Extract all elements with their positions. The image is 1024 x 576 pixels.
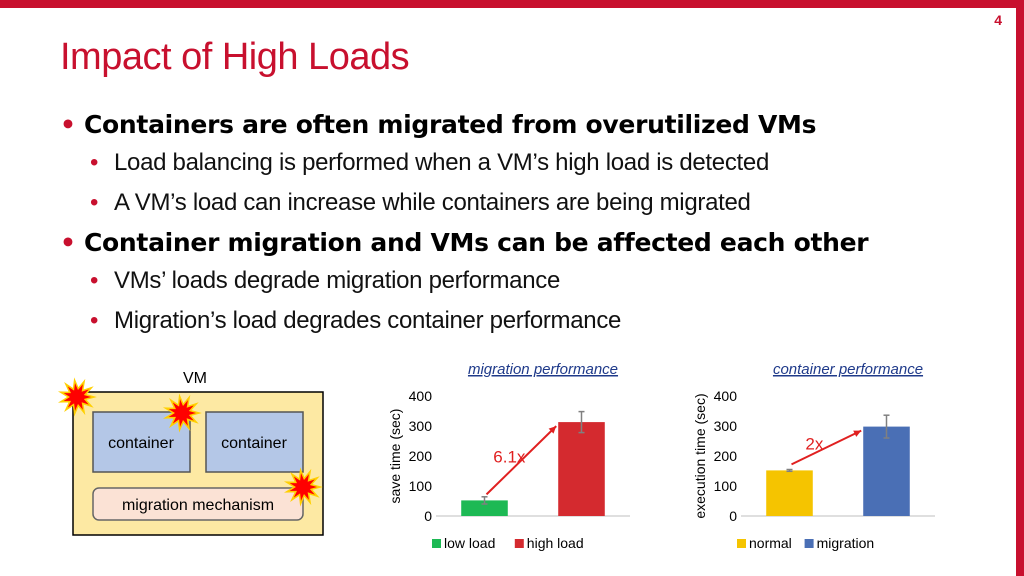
y-tick-label: 100 (713, 478, 737, 494)
sub-bullet-2-2: • Migration’s load degrades container performance (58, 301, 988, 341)
y-tick-label: 0 (424, 508, 432, 524)
bullet-dot-icon: • (90, 267, 99, 294)
bullet-2: • Container migration and VMs can be affected each other (58, 225, 988, 261)
bullet-list (58, 105, 988, 341)
vm-label: VM (183, 370, 207, 387)
chart-title: migration performance (467, 361, 619, 378)
legend-label: normal (749, 535, 792, 551)
sub-bullet-2-1: • VMs’ loads degrade migration performance (58, 261, 988, 301)
y-tick-label: 200 (713, 448, 737, 464)
legend-swatch (432, 539, 441, 548)
annotation-arrow (792, 431, 862, 465)
legend-label: high load (526, 535, 584, 551)
bar-migration (863, 427, 910, 516)
sub-bullet-1-2: • A VM’s load can increase while containers are being migrated (58, 183, 988, 223)
bullet-1: • Containers are often migrated from overutilized VMs (58, 107, 988, 143)
bullet-dot-icon: • (90, 189, 99, 216)
y-tick-label: 400 (408, 388, 432, 404)
bullet-dot-icon: • (90, 307, 99, 334)
y-axis-label: execution time (sec) (692, 393, 708, 519)
container-label-1: container (108, 435, 174, 452)
bar-normal (766, 470, 813, 516)
top-accent-bar (0, 0, 1024, 8)
y-tick-label: 0 (729, 508, 737, 524)
bar-high-load (558, 422, 605, 516)
slide-title: Impact of High Loads (60, 36, 410, 78)
container-performance-chart (685, 356, 975, 561)
y-tick-label: 400 (713, 388, 737, 404)
right-accent-bar (1016, 0, 1024, 576)
legend-swatch (805, 539, 814, 548)
annotation-label: 6.1x (493, 447, 526, 467)
slide-number: 4 (994, 12, 1002, 28)
y-axis-label: save time (sec) (387, 408, 403, 504)
bullet-dot-icon: • (90, 149, 99, 176)
y-tick-label: 200 (408, 448, 432, 464)
legend-label: low load (444, 535, 496, 551)
vm-diagram (55, 362, 335, 547)
legend-swatch (737, 539, 746, 548)
y-tick-label: 300 (408, 418, 432, 434)
migration-performance-chart (380, 356, 670, 561)
y-tick-label: 100 (408, 478, 432, 494)
legend-swatch (515, 539, 524, 548)
migration-mechanism-label: migration mechanism (121, 497, 275, 514)
legend-label: migration (816, 535, 875, 551)
bullet-dot-icon: • (60, 110, 76, 139)
chart-title: container performance (772, 361, 924, 378)
sub-bullet-1-1: • Load balancing is performed when a VM’s high load is detected (58, 143, 988, 183)
container-label-2: container (221, 435, 287, 452)
bullet-dot-icon: • (60, 228, 76, 257)
y-tick-label: 300 (713, 418, 737, 434)
annotation-label: 2x (805, 434, 824, 454)
